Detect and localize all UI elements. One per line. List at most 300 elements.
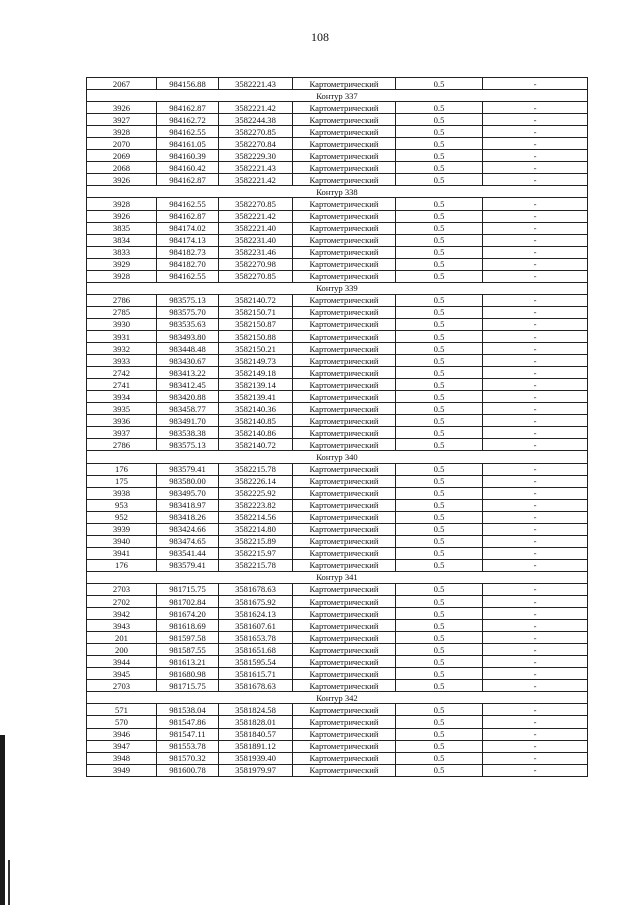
y-coordinate-cell: 3582270.85 [219, 198, 293, 210]
method-cell: Картометрический [293, 535, 396, 547]
method-cell: Картометрический [293, 511, 396, 523]
error-cell: 0.5 [396, 330, 483, 342]
x-coordinate-cell: 983575.13 [157, 294, 219, 306]
y-coordinate-cell: 3582221.42 [219, 210, 293, 222]
error-cell: 0.5 [396, 523, 483, 535]
point-number-cell: 2742 [87, 367, 157, 379]
point-number-cell: 2703 [87, 583, 157, 595]
x-coordinate-cell: 984162.72 [157, 114, 219, 126]
note-cell: - [483, 596, 588, 608]
note-cell: - [483, 608, 588, 620]
note-cell: - [483, 704, 588, 716]
table-row [87, 355, 588, 367]
error-cell: 0.5 [396, 547, 483, 559]
point-number-cell: 3943 [87, 620, 157, 632]
method-cell: Картометрический [293, 78, 396, 90]
x-coordinate-cell: 984160.42 [157, 162, 219, 174]
contour-header-row [87, 282, 588, 294]
error-cell: 0.5 [396, 644, 483, 656]
note-cell: - [483, 740, 588, 752]
error-cell: 0.5 [396, 559, 483, 571]
y-coordinate-cell: 3582214.80 [219, 523, 293, 535]
y-coordinate-cell: 3581678.63 [219, 680, 293, 692]
point-number-cell: 3933 [87, 355, 157, 367]
x-coordinate-cell: 981715.75 [157, 583, 219, 595]
table-row [87, 680, 588, 692]
table-row [87, 379, 588, 391]
error-cell: 0.5 [396, 379, 483, 391]
y-coordinate-cell: 3582270.98 [219, 258, 293, 270]
x-coordinate-cell: 984174.02 [157, 222, 219, 234]
note-cell: - [483, 583, 588, 595]
error-cell: 0.5 [396, 511, 483, 523]
point-number-cell: 3942 [87, 608, 157, 620]
note-cell: - [483, 487, 588, 499]
error-cell: 0.5 [396, 535, 483, 547]
error-cell: 0.5 [396, 222, 483, 234]
method-cell: Картометрический [293, 234, 396, 246]
note-cell: - [483, 306, 588, 318]
y-coordinate-cell: 3582221.40 [219, 222, 293, 234]
y-coordinate-cell: 3582215.89 [219, 535, 293, 547]
note-cell: - [483, 764, 588, 776]
table-row [87, 126, 588, 138]
method-cell: Картометрический [293, 632, 396, 644]
error-cell: 0.5 [396, 728, 483, 740]
y-coordinate-cell: 3582229.30 [219, 150, 293, 162]
y-coordinate-cell: 3581828.01 [219, 716, 293, 728]
note-cell: - [483, 150, 588, 162]
method-cell: Картометрический [293, 150, 396, 162]
note-cell: - [483, 680, 588, 692]
method-cell: Картометрический [293, 379, 396, 391]
error-cell: 0.5 [396, 583, 483, 595]
y-coordinate-cell: 3582221.43 [219, 162, 293, 174]
table-row [87, 102, 588, 114]
method-cell: Картометрический [293, 427, 396, 439]
x-coordinate-cell: 983495.70 [157, 487, 219, 499]
y-coordinate-cell: 3581675.92 [219, 596, 293, 608]
method-cell: Картометрический [293, 523, 396, 535]
method-cell: Картометрический [293, 644, 396, 656]
contour-title: Контур 339 [87, 282, 588, 294]
x-coordinate-cell: 981587.55 [157, 644, 219, 656]
method-cell: Картометрический [293, 330, 396, 342]
y-coordinate-cell: 3581939.40 [219, 752, 293, 764]
note-cell: - [483, 198, 588, 210]
note-cell: - [483, 343, 588, 355]
error-cell: 0.5 [396, 114, 483, 126]
note-cell: - [483, 752, 588, 764]
point-number-cell: 3947 [87, 740, 157, 752]
x-coordinate-cell: 983458.77 [157, 403, 219, 415]
table-row [87, 258, 588, 270]
error-cell: 0.5 [396, 343, 483, 355]
error-cell: 0.5 [396, 198, 483, 210]
page-number: 108 [311, 30, 329, 44]
contour-title: Контур 341 [87, 571, 588, 583]
x-coordinate-cell: 981538.04 [157, 704, 219, 716]
x-coordinate-cell: 983575.70 [157, 306, 219, 318]
table-row [87, 150, 588, 162]
note-cell: - [483, 379, 588, 391]
method-cell: Картометрический [293, 620, 396, 632]
table-row [87, 78, 588, 90]
note-cell: - [483, 330, 588, 342]
table-row [87, 294, 588, 306]
x-coordinate-cell: 983491.70 [157, 415, 219, 427]
error-cell: 0.5 [396, 403, 483, 415]
error-cell: 0.5 [396, 487, 483, 499]
scan-margin-mark [8, 860, 10, 905]
y-coordinate-cell: 3581607.61 [219, 620, 293, 632]
table-row [87, 596, 588, 608]
point-number-cell: 3926 [87, 174, 157, 186]
method-cell: Картометрический [293, 487, 396, 499]
scan-margin-bar [0, 735, 5, 905]
method-cell: Картометрический [293, 752, 396, 764]
x-coordinate-cell: 984156.88 [157, 78, 219, 90]
x-coordinate-cell: 981547.11 [157, 728, 219, 740]
note-cell: - [483, 367, 588, 379]
y-coordinate-cell: 3581624.13 [219, 608, 293, 620]
y-coordinate-cell: 3581678.63 [219, 583, 293, 595]
y-coordinate-cell: 3582139.41 [219, 391, 293, 403]
y-coordinate-cell: 3582150.71 [219, 306, 293, 318]
y-coordinate-cell: 3582150.88 [219, 330, 293, 342]
contour-title: Контур 342 [87, 692, 588, 704]
note-cell: - [483, 234, 588, 246]
table-row [87, 728, 588, 740]
note-cell: - [483, 463, 588, 475]
x-coordinate-cell: 981547.86 [157, 716, 219, 728]
table-row [87, 704, 588, 716]
x-coordinate-cell: 983430.67 [157, 355, 219, 367]
method-cell: Картометрический [293, 475, 396, 487]
error-cell: 0.5 [396, 752, 483, 764]
point-number-cell: 200 [87, 644, 157, 656]
point-number-cell: 3934 [87, 391, 157, 403]
note-cell: - [483, 523, 588, 535]
error-cell: 0.5 [396, 246, 483, 258]
point-number-cell: 2786 [87, 439, 157, 451]
point-number-cell: 3834 [87, 234, 157, 246]
point-number-cell: 176 [87, 559, 157, 571]
error-cell: 0.5 [396, 234, 483, 246]
point-number-cell: 2070 [87, 138, 157, 150]
point-number-cell: 3928 [87, 198, 157, 210]
point-number-cell: 2067 [87, 78, 157, 90]
table-row [87, 547, 588, 559]
error-cell: 0.5 [396, 318, 483, 330]
note-cell: - [483, 102, 588, 114]
x-coordinate-cell: 984162.87 [157, 210, 219, 222]
note-cell: - [483, 294, 588, 306]
method-cell: Картометрический [293, 294, 396, 306]
table-row [87, 620, 588, 632]
method-cell: Картометрический [293, 126, 396, 138]
point-number-cell: 3935 [87, 403, 157, 415]
method-cell: Картометрический [293, 439, 396, 451]
point-number-cell: 3927 [87, 114, 157, 126]
error-cell: 0.5 [396, 258, 483, 270]
method-cell: Картометрический [293, 367, 396, 379]
note-cell: - [483, 632, 588, 644]
method-cell: Картометрический [293, 704, 396, 716]
x-coordinate-cell: 983535.63 [157, 318, 219, 330]
y-coordinate-cell: 3582270.84 [219, 138, 293, 150]
point-number-cell: 3932 [87, 343, 157, 355]
y-coordinate-cell: 3582150.21 [219, 343, 293, 355]
point-number-cell: 570 [87, 716, 157, 728]
error-cell: 0.5 [396, 102, 483, 114]
error-cell: 0.5 [396, 608, 483, 620]
y-coordinate-cell: 3582140.36 [219, 403, 293, 415]
table-row [87, 439, 588, 451]
point-number-cell: 3938 [87, 487, 157, 499]
error-cell: 0.5 [396, 620, 483, 632]
x-coordinate-cell: 983418.26 [157, 511, 219, 523]
method-cell: Картометрический [293, 403, 396, 415]
point-number-cell: 201 [87, 632, 157, 644]
y-coordinate-cell: 3581595.54 [219, 656, 293, 668]
table-row [87, 415, 588, 427]
contour-title: Контур 337 [87, 90, 588, 102]
error-cell: 0.5 [396, 427, 483, 439]
y-coordinate-cell: 3582221.43 [219, 78, 293, 90]
error-cell: 0.5 [396, 740, 483, 752]
method-cell: Картометрический [293, 318, 396, 330]
method-cell: Картометрический [293, 728, 396, 740]
error-cell: 0.5 [396, 174, 483, 186]
error-cell: 0.5 [396, 668, 483, 680]
note-cell: - [483, 114, 588, 126]
coordinates-table [86, 77, 588, 777]
y-coordinate-cell: 3581615.71 [219, 668, 293, 680]
method-cell: Картометрический [293, 740, 396, 752]
x-coordinate-cell: 984162.87 [157, 174, 219, 186]
y-coordinate-cell: 3582244.38 [219, 114, 293, 126]
note-cell: - [483, 644, 588, 656]
note-cell: - [483, 126, 588, 138]
y-coordinate-cell: 3582226.14 [219, 475, 293, 487]
y-coordinate-cell: 3582215.78 [219, 559, 293, 571]
point-number-cell: 3940 [87, 535, 157, 547]
point-number-cell: 3835 [87, 222, 157, 234]
table-row [87, 367, 588, 379]
error-cell: 0.5 [396, 656, 483, 668]
error-cell: 0.5 [396, 463, 483, 475]
x-coordinate-cell: 981600.78 [157, 764, 219, 776]
y-coordinate-cell: 3582231.40 [219, 234, 293, 246]
y-coordinate-cell: 3582270.85 [219, 126, 293, 138]
note-cell: - [483, 162, 588, 174]
method-cell: Картометрический [293, 608, 396, 620]
table-row [87, 270, 588, 282]
note-cell: - [483, 78, 588, 90]
y-coordinate-cell: 3582221.42 [219, 174, 293, 186]
table-row [87, 403, 588, 415]
point-number-cell: 3944 [87, 656, 157, 668]
error-cell: 0.5 [396, 415, 483, 427]
point-number-cell: 571 [87, 704, 157, 716]
method-cell: Картометрический [293, 210, 396, 222]
error-cell: 0.5 [396, 355, 483, 367]
contour-header-row [87, 571, 588, 583]
point-number-cell: 2786 [87, 294, 157, 306]
contour-header-row [87, 90, 588, 102]
note-cell: - [483, 427, 588, 439]
x-coordinate-cell: 981613.21 [157, 656, 219, 668]
table-row [87, 583, 588, 595]
x-coordinate-cell: 983493.80 [157, 330, 219, 342]
method-cell: Картометрический [293, 138, 396, 150]
point-number-cell: 3931 [87, 330, 157, 342]
y-coordinate-cell: 3582140.86 [219, 427, 293, 439]
note-cell: - [483, 258, 588, 270]
table-row [87, 162, 588, 174]
y-coordinate-cell: 3582149.18 [219, 367, 293, 379]
point-number-cell: 952 [87, 511, 157, 523]
table-row [87, 114, 588, 126]
point-number-cell: 3928 [87, 126, 157, 138]
note-cell: - [483, 475, 588, 487]
error-cell: 0.5 [396, 150, 483, 162]
method-cell: Картометрический [293, 270, 396, 282]
error-cell: 0.5 [396, 764, 483, 776]
x-coordinate-cell: 981715.75 [157, 680, 219, 692]
y-coordinate-cell: 3581840.57 [219, 728, 293, 740]
note-cell: - [483, 403, 588, 415]
x-coordinate-cell: 981597.58 [157, 632, 219, 644]
method-cell: Картометрический [293, 656, 396, 668]
y-coordinate-cell: 3582270.85 [219, 270, 293, 282]
table-row [87, 644, 588, 656]
table-row [87, 306, 588, 318]
error-cell: 0.5 [396, 367, 483, 379]
method-cell: Картометрический [293, 764, 396, 776]
error-cell: 0.5 [396, 499, 483, 511]
method-cell: Картометрический [293, 499, 396, 511]
note-cell: - [483, 210, 588, 222]
table-row [87, 499, 588, 511]
x-coordinate-cell: 983418.97 [157, 499, 219, 511]
table-row [87, 198, 588, 210]
y-coordinate-cell: 3582214.56 [219, 511, 293, 523]
point-number-cell: 3926 [87, 102, 157, 114]
x-coordinate-cell: 984160.39 [157, 150, 219, 162]
note-cell: - [483, 728, 588, 740]
table-row [87, 210, 588, 222]
table-row [87, 318, 588, 330]
table-row [87, 246, 588, 258]
table-row [87, 632, 588, 644]
x-coordinate-cell: 984162.55 [157, 270, 219, 282]
point-number-cell: 3945 [87, 668, 157, 680]
method-cell: Картометрический [293, 583, 396, 595]
x-coordinate-cell: 981680.98 [157, 668, 219, 680]
note-cell: - [483, 620, 588, 632]
point-number-cell: 2702 [87, 596, 157, 608]
x-coordinate-cell: 983420.88 [157, 391, 219, 403]
contour-title: Контур 338 [87, 186, 588, 198]
y-coordinate-cell: 3581824.58 [219, 704, 293, 716]
error-cell: 0.5 [396, 162, 483, 174]
table-row [87, 463, 588, 475]
coordinates-table-body [87, 78, 588, 777]
note-cell: - [483, 415, 588, 427]
y-coordinate-cell: 3582140.85 [219, 415, 293, 427]
y-coordinate-cell: 3582139.14 [219, 379, 293, 391]
point-number-cell: 3949 [87, 764, 157, 776]
error-cell: 0.5 [396, 270, 483, 282]
method-cell: Картометрический [293, 716, 396, 728]
point-number-cell: 3929 [87, 258, 157, 270]
x-coordinate-cell: 984162.55 [157, 126, 219, 138]
method-cell: Картометрический [293, 391, 396, 403]
table-row [87, 523, 588, 535]
x-coordinate-cell: 983413.22 [157, 367, 219, 379]
method-cell: Картометрический [293, 668, 396, 680]
note-cell: - [483, 656, 588, 668]
y-coordinate-cell: 3582215.78 [219, 463, 293, 475]
table-row [87, 608, 588, 620]
table-row [87, 330, 588, 342]
contour-title: Контур 340 [87, 451, 588, 463]
note-cell: - [483, 174, 588, 186]
y-coordinate-cell: 3582221.42 [219, 102, 293, 114]
note-cell: - [483, 391, 588, 403]
table-row [87, 559, 588, 571]
note-cell: - [483, 138, 588, 150]
method-cell: Картометрический [293, 343, 396, 355]
table-row [87, 535, 588, 547]
y-coordinate-cell: 3581653.78 [219, 632, 293, 644]
method-cell: Картометрический [293, 355, 396, 367]
y-coordinate-cell: 3582223.82 [219, 499, 293, 511]
table-row [87, 740, 588, 752]
method-cell: Картометрический [293, 258, 396, 270]
note-cell: - [483, 716, 588, 728]
error-cell: 0.5 [396, 704, 483, 716]
point-number-cell: 3930 [87, 318, 157, 330]
method-cell: Картометрический [293, 198, 396, 210]
y-coordinate-cell: 3582140.72 [219, 439, 293, 451]
method-cell: Картометрический [293, 463, 396, 475]
x-coordinate-cell: 983412.45 [157, 379, 219, 391]
point-number-cell: 3948 [87, 752, 157, 764]
note-cell: - [483, 547, 588, 559]
method-cell: Картометрический [293, 162, 396, 174]
note-cell: - [483, 668, 588, 680]
y-coordinate-cell: 3582140.72 [219, 294, 293, 306]
table-row [87, 668, 588, 680]
x-coordinate-cell: 981618.69 [157, 620, 219, 632]
error-cell: 0.5 [396, 596, 483, 608]
point-number-cell: 3833 [87, 246, 157, 258]
method-cell: Картометрический [293, 680, 396, 692]
x-coordinate-cell: 984162.87 [157, 102, 219, 114]
note-cell: - [483, 246, 588, 258]
table-row [87, 391, 588, 403]
point-number-cell: 176 [87, 463, 157, 475]
table-row [87, 487, 588, 499]
error-cell: 0.5 [396, 716, 483, 728]
x-coordinate-cell: 983575.13 [157, 439, 219, 451]
error-cell: 0.5 [396, 439, 483, 451]
table-row [87, 427, 588, 439]
point-number-cell: 2068 [87, 162, 157, 174]
